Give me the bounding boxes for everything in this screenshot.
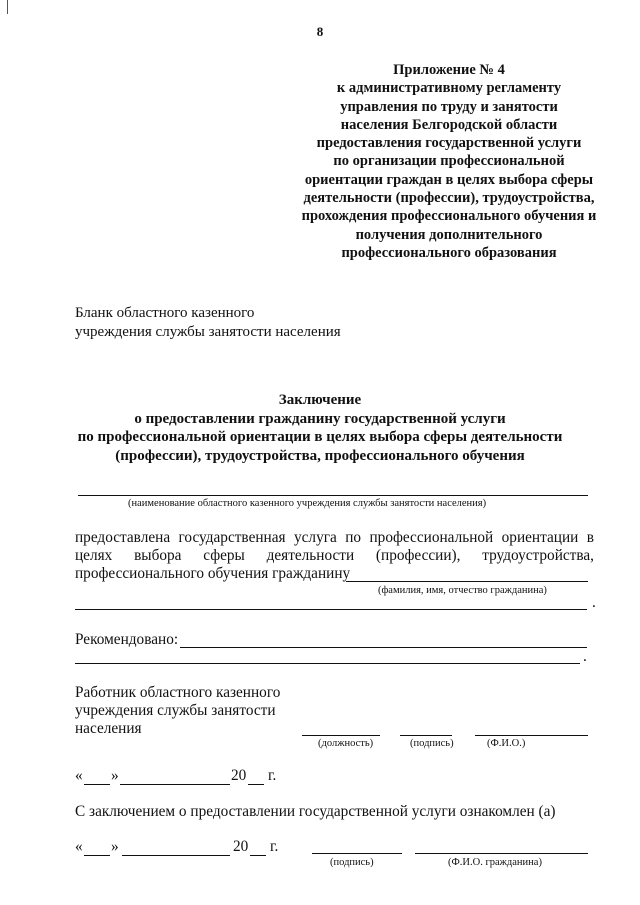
page-number: 8 — [316, 24, 324, 39]
acquainted-text: С заключением о предоставлении государственной услуги ознакомлен (а) — [75, 803, 556, 820]
appendix-line: ориентации граждан в целях выбора сферы — [304, 171, 594, 188]
citizen-name-caption: (Ф.И.О. гражданина) — [448, 857, 542, 868]
citizen-name-field[interactable] — [346, 581, 588, 582]
conclusion-heading — [20, 391, 620, 465]
conclusion-line: (профессии), трудоустройства, профессионального обучения — [115, 447, 525, 464]
date-month-field[interactable] — [120, 784, 230, 785]
citizen-fullname-field[interactable] — [415, 853, 588, 854]
appendix-line: предоставления государственной услуги — [316, 135, 582, 152]
recommended-label: Рекомендовано: — [75, 631, 179, 648]
service-text-line: профессионального обучения гражданину — [75, 565, 351, 582]
signature-caption: (подпись) — [330, 857, 374, 868]
worker-signature-field[interactable] — [400, 735, 452, 736]
date-year-field[interactable] — [248, 784, 264, 785]
date-year-field[interactable] — [250, 855, 266, 856]
date-year-prefix: 20 — [233, 838, 249, 855]
citizen-signature-field[interactable] — [312, 853, 402, 854]
appendix-line: к административному регламенту — [336, 80, 562, 97]
org-blank-line: учреждения службы занятости населения — [75, 323, 341, 340]
date-year-suffix: г. — [270, 838, 279, 855]
date-open-quote: « — [75, 767, 83, 784]
appendix-header — [278, 61, 620, 262]
date-open-quote: « — [75, 838, 83, 855]
date-day-field[interactable] — [84, 784, 110, 785]
recommended-field-continued[interactable] — [75, 663, 580, 664]
date-year-suffix: г. — [268, 767, 277, 784]
appendix-line: прохождения профессионального обучения и — [301, 208, 597, 225]
date-close-quote: » — [111, 767, 119, 784]
citizen-caption: (фамилия, имя, отчество гражданина) — [378, 585, 547, 596]
appendix-line: получения дополнительного — [355, 226, 543, 243]
appendix-line: профессионального образования — [341, 244, 557, 261]
conclusion-line: по профессиональной ориентации в целях выбора сферы деятельности — [77, 429, 563, 445]
recommended-field[interactable] — [180, 647, 587, 648]
worker-label-line: населения — [75, 720, 142, 737]
appendix-line: населения Белгородской области — [340, 116, 558, 133]
appendix-line: деятельности (профессии), трудоустройства, — [303, 190, 595, 207]
institution-caption: (наименование областного казенного учреждения службы занятости населения) — [128, 498, 487, 509]
appendix-line: по организации профессиональной — [333, 153, 565, 170]
service-text-line: целях выбора сферы деятельности (профессии), трудоустройства, — [75, 547, 594, 564]
date-close-quote: » — [111, 838, 119, 855]
appendix-line: управления по труду и занятости — [340, 98, 558, 115]
date-day-field[interactable] — [84, 855, 110, 856]
conclusion-title: Заключение — [278, 392, 362, 408]
org-blank-label — [75, 304, 341, 341]
position-caption: (должность) — [318, 738, 374, 749]
citizen-name-field-continued[interactable] — [75, 609, 587, 610]
worker-label-line: учреждения службы занятости — [75, 702, 276, 719]
service-text-line: предоставлена государственная услуга по профессиональной ориентации в — [75, 529, 594, 546]
worker-position-field[interactable] — [302, 735, 380, 736]
period-mark: . — [592, 594, 596, 611]
signature-caption: (подпись) — [410, 738, 454, 749]
name-caption: (Ф.И.О.) — [487, 738, 526, 749]
appendix-title: Приложение № 4 — [393, 62, 505, 78]
worker-name-field[interactable] — [475, 735, 588, 736]
institution-name-field[interactable] — [78, 495, 588, 496]
org-blank-line: Бланк областного казенного — [75, 305, 255, 321]
period-mark: . — [583, 648, 587, 665]
date-month-field[interactable] — [122, 855, 230, 856]
conclusion-line: о предоставлении гражданину государственной услуги — [134, 410, 506, 427]
scan-edge-mark — [7, 0, 8, 14]
date-year-prefix: 20 — [231, 767, 247, 784]
worker-label-line: Работник областного казенного — [75, 684, 281, 701]
